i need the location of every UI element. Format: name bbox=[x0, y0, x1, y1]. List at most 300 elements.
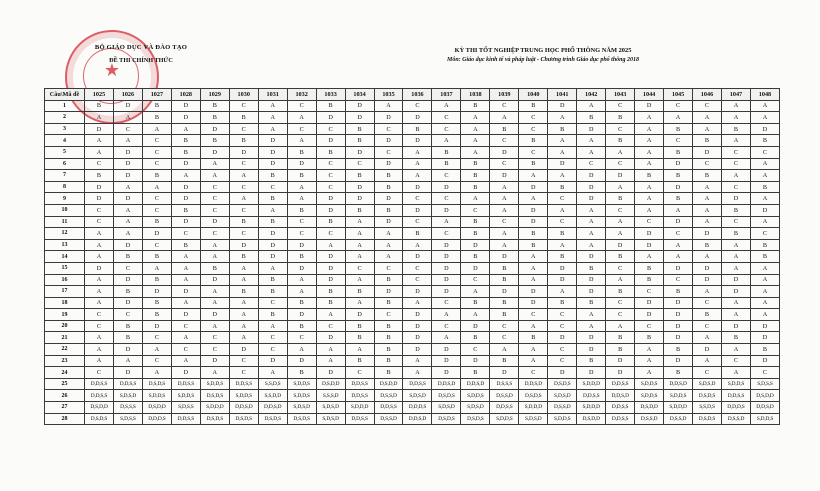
answer-cell: D bbox=[171, 367, 200, 379]
answer-cell: D bbox=[316, 274, 345, 286]
answer-cell: B bbox=[200, 112, 229, 124]
answer-cell: D,S,S,S bbox=[113, 402, 142, 414]
answer-cell: D bbox=[113, 170, 142, 182]
answer-cell: B bbox=[345, 355, 374, 367]
answer-cell: D bbox=[664, 216, 693, 228]
question-number: 24 bbox=[45, 367, 85, 379]
answer-cell: S,D,D,S bbox=[664, 390, 693, 402]
answer-cell: A bbox=[287, 286, 316, 298]
answer-cell: B bbox=[171, 146, 200, 158]
answer-cell: A bbox=[316, 239, 345, 251]
answer-cell: B bbox=[461, 158, 490, 170]
question-number: 4 bbox=[45, 135, 85, 147]
answer-cell: B bbox=[577, 262, 606, 274]
answer-cell: C bbox=[171, 228, 200, 240]
answer-cell: A bbox=[374, 251, 403, 263]
answer-cell: D bbox=[548, 274, 577, 286]
answer-cell: B bbox=[519, 332, 548, 344]
answer-cell: A bbox=[85, 239, 114, 251]
answer-cell: B bbox=[142, 112, 171, 124]
answer-cell: D bbox=[287, 158, 316, 170]
answer-cell: D bbox=[403, 344, 432, 356]
answer-cell: A bbox=[403, 146, 432, 158]
answer-cell: D bbox=[113, 146, 142, 158]
answer-cell: B bbox=[635, 274, 664, 286]
answer-cell: B bbox=[142, 274, 171, 286]
answer-cell: B bbox=[693, 135, 722, 147]
answer-cell: B bbox=[200, 262, 229, 274]
question-number: 16 bbox=[45, 274, 85, 286]
answer-cell: B bbox=[461, 332, 490, 344]
answer-cell: A bbox=[142, 181, 171, 193]
answer-cell: D bbox=[432, 286, 461, 298]
answer-cell: D bbox=[693, 274, 722, 286]
answer-cell: A bbox=[345, 251, 374, 263]
answer-cell: C bbox=[403, 262, 432, 274]
answer-cell: A bbox=[693, 332, 722, 344]
answer-cell: C bbox=[635, 286, 664, 298]
answer-cell: B bbox=[461, 251, 490, 263]
answer-cell: A bbox=[200, 320, 229, 332]
answer-cell: D bbox=[374, 158, 403, 170]
answer-cell: D,S,D,S bbox=[85, 413, 114, 425]
answer-cell: C bbox=[171, 320, 200, 332]
answer-cell: A bbox=[229, 320, 258, 332]
answer-cell: C bbox=[258, 181, 287, 193]
answer-cell: D bbox=[403, 332, 432, 344]
answer-cell: A bbox=[403, 297, 432, 309]
answer-cell: A bbox=[432, 309, 461, 321]
answer-cell: D bbox=[403, 286, 432, 298]
answer-cell: B bbox=[316, 100, 345, 112]
answer-cell: D bbox=[432, 344, 461, 356]
answer-cell: C bbox=[142, 146, 171, 158]
answer-cell: A bbox=[85, 112, 114, 124]
answer-cell: D bbox=[374, 286, 403, 298]
answer-cell: D bbox=[577, 123, 606, 135]
answer-cell: A bbox=[345, 274, 374, 286]
question-number: 15 bbox=[45, 262, 85, 274]
answer-cell: A bbox=[635, 344, 664, 356]
answer-cell: B bbox=[606, 332, 635, 344]
answer-cell: C bbox=[403, 216, 432, 228]
answer-cell: D,D,S,D bbox=[403, 413, 432, 425]
answer-cell: D bbox=[635, 100, 664, 112]
answer-cell: C bbox=[142, 204, 171, 216]
answer-cell: A bbox=[113, 181, 142, 193]
answer-cell: C bbox=[721, 146, 750, 158]
answer-cell: D bbox=[664, 262, 693, 274]
answer-cell: C bbox=[287, 123, 316, 135]
answer-cell: A bbox=[577, 146, 606, 158]
answer-cell: S,D,S,D bbox=[519, 413, 548, 425]
answer-cell: D bbox=[316, 262, 345, 274]
answer-cell: D bbox=[432, 181, 461, 193]
answer-cell: B bbox=[403, 228, 432, 240]
answer-cell: C bbox=[693, 100, 722, 112]
answer-cell: D bbox=[200, 146, 229, 158]
answer-cell: A bbox=[548, 286, 577, 298]
answer-cell: A bbox=[721, 344, 750, 356]
answer-cell: D,D,D,S bbox=[142, 413, 171, 425]
answer-cell: A bbox=[461, 135, 490, 147]
answer-cell: D,S,D,S bbox=[432, 413, 461, 425]
answer-cell: A bbox=[258, 320, 287, 332]
answer-cell: A bbox=[171, 355, 200, 367]
answer-cell: D,S,D,S bbox=[229, 413, 258, 425]
answer-cell: A bbox=[548, 239, 577, 251]
answer-cell: A bbox=[635, 251, 664, 263]
answer-cell: B bbox=[142, 297, 171, 309]
answer-cell: D bbox=[171, 112, 200, 124]
answer-cell: B bbox=[258, 309, 287, 321]
answer-cell: A bbox=[721, 170, 750, 182]
answer-cell: D bbox=[606, 239, 635, 251]
answer-cell: A bbox=[287, 181, 316, 193]
answer-cell: B bbox=[229, 216, 258, 228]
answer-cell: D bbox=[548, 262, 577, 274]
answer-cell: D bbox=[403, 204, 432, 216]
answer-cell: D bbox=[374, 135, 403, 147]
answer-cell: A bbox=[635, 367, 664, 379]
answer-cell: D,S,S,D bbox=[490, 390, 519, 402]
answer-cell: D bbox=[200, 123, 229, 135]
answer-cell: A bbox=[287, 112, 316, 124]
answer-cell: D bbox=[750, 320, 779, 332]
answer-cell: D,D,S,S bbox=[345, 390, 374, 402]
answer-cell: D bbox=[693, 344, 722, 356]
answer-cell: A bbox=[229, 297, 258, 309]
answer-cell: S,D,D,D bbox=[345, 402, 374, 414]
answer-cell: A bbox=[113, 112, 142, 124]
answer-cell: D bbox=[85, 193, 114, 205]
answer-cell: D bbox=[432, 204, 461, 216]
answer-cell: D bbox=[490, 286, 519, 298]
answer-cell: S,D,S,S bbox=[750, 378, 779, 390]
answer-cell: A bbox=[548, 204, 577, 216]
answer-cell: A bbox=[171, 274, 200, 286]
answer-cell: C bbox=[113, 262, 142, 274]
answer-cell: D bbox=[750, 204, 779, 216]
answer-cell: B bbox=[142, 170, 171, 182]
answer-cell: A bbox=[750, 286, 779, 298]
answer-cell: B bbox=[374, 344, 403, 356]
question-number: 6 bbox=[45, 158, 85, 170]
answer-cell: D,S,S,D bbox=[374, 413, 403, 425]
answer-cell: A bbox=[85, 297, 114, 309]
answer-cell: C bbox=[229, 181, 258, 193]
question-number: 11 bbox=[45, 216, 85, 228]
question-number: 12 bbox=[45, 228, 85, 240]
answer-cell: B bbox=[750, 251, 779, 263]
answer-cell: A bbox=[635, 355, 664, 367]
answer-cell: D bbox=[664, 309, 693, 321]
answer-cell: C bbox=[432, 170, 461, 182]
answer-cell: C bbox=[750, 228, 779, 240]
answer-cell: B bbox=[142, 251, 171, 263]
answer-cell: C bbox=[519, 112, 548, 124]
answer-cell: D bbox=[519, 297, 548, 309]
answer-cell: D,S,S,D bbox=[635, 413, 664, 425]
answer-cell: A bbox=[461, 123, 490, 135]
answer-cell: D,D,S,D bbox=[229, 402, 258, 414]
answer-cell: D bbox=[113, 239, 142, 251]
answer-cell: C bbox=[229, 100, 258, 112]
answer-cell: A bbox=[374, 239, 403, 251]
answer-cell: A bbox=[316, 355, 345, 367]
answer-cell: A bbox=[461, 146, 490, 158]
answer-cell: D bbox=[721, 286, 750, 298]
answer-cell: C bbox=[142, 355, 171, 367]
answer-cell: B bbox=[750, 239, 779, 251]
answer-cell: B bbox=[287, 320, 316, 332]
answer-cell: B bbox=[142, 100, 171, 112]
answer-cell: B bbox=[258, 286, 287, 298]
answer-cell: D bbox=[113, 297, 142, 309]
answer-cell: B bbox=[664, 193, 693, 205]
answer-cell: B bbox=[200, 135, 229, 147]
answer-cell: D bbox=[693, 262, 722, 274]
exam-code-header: 1039 bbox=[490, 89, 519, 101]
answer-cell: D,D,S,D bbox=[519, 378, 548, 390]
answer-cell: B bbox=[461, 170, 490, 182]
answer-cell: C bbox=[142, 193, 171, 205]
answer-cell: B bbox=[519, 239, 548, 251]
answer-cell: A bbox=[606, 216, 635, 228]
answer-cell: B bbox=[316, 297, 345, 309]
answer-cell: D bbox=[200, 274, 229, 286]
answer-cell: B bbox=[693, 309, 722, 321]
answer-cell: B bbox=[113, 251, 142, 263]
answer-cell: A bbox=[287, 193, 316, 205]
answer-cell: A bbox=[258, 262, 287, 274]
exam-code-header: 1031 bbox=[258, 89, 287, 101]
answer-cell: D,S,D,S bbox=[200, 390, 229, 402]
answer-cell: D bbox=[287, 355, 316, 367]
table-row bbox=[45, 367, 780, 379]
star-icon: ★ bbox=[103, 60, 121, 81]
answer-cell: D bbox=[85, 123, 114, 135]
answer-cell: B bbox=[374, 181, 403, 193]
exam-code-header: 1043 bbox=[606, 89, 635, 101]
answer-cell: D bbox=[374, 193, 403, 205]
answer-cell: D bbox=[113, 344, 142, 356]
exam-code-header: 1028 bbox=[171, 89, 200, 101]
answer-cell: D bbox=[693, 146, 722, 158]
answer-cell: C bbox=[229, 123, 258, 135]
answer-cell: C bbox=[432, 112, 461, 124]
answer-cell: D,D,S,D bbox=[258, 402, 287, 414]
answer-cell: C bbox=[750, 146, 779, 158]
answer-cell: A bbox=[721, 251, 750, 263]
answer-cell: C bbox=[345, 158, 374, 170]
answer-cell: A bbox=[85, 355, 114, 367]
table-row bbox=[45, 239, 780, 251]
answer-cell: C bbox=[490, 100, 519, 112]
answer-cell: C bbox=[85, 216, 114, 228]
answer-cell: A bbox=[200, 170, 229, 182]
question-number: 1 bbox=[45, 100, 85, 112]
answer-cell: C bbox=[490, 135, 519, 147]
answer-cell: C bbox=[85, 158, 114, 170]
answer-cell: D bbox=[171, 158, 200, 170]
answer-cell: A bbox=[750, 112, 779, 124]
answer-cell: A bbox=[432, 216, 461, 228]
answer-cell: D,D,S,S bbox=[606, 378, 635, 390]
answer-cell: D,D,S,S bbox=[606, 402, 635, 414]
answer-cell: D,S,D,D bbox=[635, 402, 664, 414]
answer-cell: C bbox=[635, 320, 664, 332]
answer-cell: D bbox=[664, 332, 693, 344]
table-row bbox=[45, 413, 780, 425]
answer-cell: D bbox=[577, 251, 606, 263]
answer-cell: D,D,S,S bbox=[113, 378, 142, 390]
answer-cell: D bbox=[345, 146, 374, 158]
answer-cell: A bbox=[664, 251, 693, 263]
answer-cell: D,S,S,D bbox=[664, 413, 693, 425]
answer-cell: D,S,D,S bbox=[200, 413, 229, 425]
answer-cell: C bbox=[403, 274, 432, 286]
answer-cell: C bbox=[693, 158, 722, 170]
answer-cell: A bbox=[635, 181, 664, 193]
answer-cell: C bbox=[142, 135, 171, 147]
answer-cell: C bbox=[200, 228, 229, 240]
answer-cell: B bbox=[548, 228, 577, 240]
answer-cell: B bbox=[490, 297, 519, 309]
answer-cell: C bbox=[142, 239, 171, 251]
answer-cell: C bbox=[142, 158, 171, 170]
answer-cell: A bbox=[750, 193, 779, 205]
exam-code-header: 1026 bbox=[113, 89, 142, 101]
answer-cell: A bbox=[664, 204, 693, 216]
answer-cell: D,S,D,S bbox=[519, 390, 548, 402]
answer-cell: D bbox=[577, 332, 606, 344]
answer-cell: B bbox=[171, 239, 200, 251]
answer-cell: D bbox=[403, 112, 432, 124]
answer-cell: B bbox=[258, 274, 287, 286]
answer-cell: A bbox=[316, 309, 345, 321]
answer-cell: S,D,S,S bbox=[171, 402, 200, 414]
answer-cell: D bbox=[577, 170, 606, 182]
answer-cell: A bbox=[721, 239, 750, 251]
answer-cell: S,D,D,S bbox=[171, 390, 200, 402]
answer-cell: B bbox=[374, 170, 403, 182]
answer-cell: B bbox=[258, 216, 287, 228]
answer-cell: D bbox=[635, 239, 664, 251]
answer-cell: S,D,D,D bbox=[577, 378, 606, 390]
answer-cell: C bbox=[229, 158, 258, 170]
answer-cell: D,D,S,S bbox=[345, 413, 374, 425]
answer-cell: S,D,D,S bbox=[490, 413, 519, 425]
table-row bbox=[45, 286, 780, 298]
question-number: 2 bbox=[45, 112, 85, 124]
answer-cell: A bbox=[432, 100, 461, 112]
answer-cell: D bbox=[403, 135, 432, 147]
answer-cell: D,D,S,S bbox=[374, 402, 403, 414]
answer-cell: D bbox=[374, 216, 403, 228]
answer-cell: S,D,D,D bbox=[200, 402, 229, 414]
answer-cell: S,D,D,S bbox=[721, 378, 750, 390]
table-row bbox=[45, 251, 780, 263]
answer-cell: C bbox=[721, 216, 750, 228]
answer-cell: A bbox=[519, 320, 548, 332]
answer-cell: D bbox=[548, 158, 577, 170]
answer-cell: A bbox=[577, 216, 606, 228]
answer-cell: A bbox=[142, 367, 171, 379]
answer-cell: C bbox=[374, 262, 403, 274]
exam-code-header: 1034 bbox=[345, 89, 374, 101]
question-number: 21 bbox=[45, 332, 85, 344]
answer-cell: C bbox=[519, 123, 548, 135]
answer-cell: A bbox=[548, 170, 577, 182]
answer-cell: B bbox=[287, 297, 316, 309]
answer-cell: D,D,S,D bbox=[606, 390, 635, 402]
exam-code-header: 1046 bbox=[693, 89, 722, 101]
answer-cell: A bbox=[316, 344, 345, 356]
answer-cell: A bbox=[345, 216, 374, 228]
answer-cell: C bbox=[490, 158, 519, 170]
answer-cell: B bbox=[374, 297, 403, 309]
answer-cell: A bbox=[171, 123, 200, 135]
answer-cell: S,D,D,S bbox=[750, 413, 779, 425]
answer-cell: B bbox=[345, 286, 374, 298]
answer-cell: A bbox=[229, 309, 258, 321]
answer-cell: A bbox=[606, 181, 635, 193]
answer-cell: A bbox=[85, 146, 114, 158]
answer-cell: D bbox=[577, 274, 606, 286]
answer-cell: B bbox=[171, 135, 200, 147]
answer-cell: S,D,D,D bbox=[664, 402, 693, 414]
answer-cell: D bbox=[229, 146, 258, 158]
answer-cell: A bbox=[113, 135, 142, 147]
table-row bbox=[45, 193, 780, 205]
answer-cell: D bbox=[461, 320, 490, 332]
answer-cell: C bbox=[432, 297, 461, 309]
exam-code-header: 1030 bbox=[229, 89, 258, 101]
answer-cell: B bbox=[258, 193, 287, 205]
table-row bbox=[45, 309, 780, 321]
answer-cell: A bbox=[403, 367, 432, 379]
answer-cell: B bbox=[490, 355, 519, 367]
table-row bbox=[45, 402, 780, 414]
table-row bbox=[45, 123, 780, 135]
answer-cell: D bbox=[577, 344, 606, 356]
answer-cell: B bbox=[287, 146, 316, 158]
answer-cell: B bbox=[85, 100, 114, 112]
answer-cell: D bbox=[316, 135, 345, 147]
answer-cell: B bbox=[461, 216, 490, 228]
table-row bbox=[45, 262, 780, 274]
answer-cell: D bbox=[142, 286, 171, 298]
answer-cell: A bbox=[403, 239, 432, 251]
answer-cell: S,D,S,D bbox=[113, 390, 142, 402]
answer-cell: A bbox=[693, 216, 722, 228]
answer-cell: A bbox=[721, 112, 750, 124]
answer-cell: C bbox=[316, 123, 345, 135]
answer-cell: B bbox=[287, 251, 316, 263]
answer-cell: A bbox=[258, 100, 287, 112]
answer-cell: B bbox=[229, 286, 258, 298]
answer-cell: D bbox=[664, 320, 693, 332]
answer-cell: D bbox=[258, 239, 287, 251]
answer-cell: D bbox=[606, 355, 635, 367]
answer-cell: C bbox=[606, 309, 635, 321]
answer-cell: C bbox=[200, 181, 229, 193]
answer-cell: A bbox=[200, 251, 229, 263]
answer-cell: A bbox=[750, 170, 779, 182]
answer-cell: D bbox=[345, 181, 374, 193]
question-number: 9 bbox=[45, 193, 85, 205]
